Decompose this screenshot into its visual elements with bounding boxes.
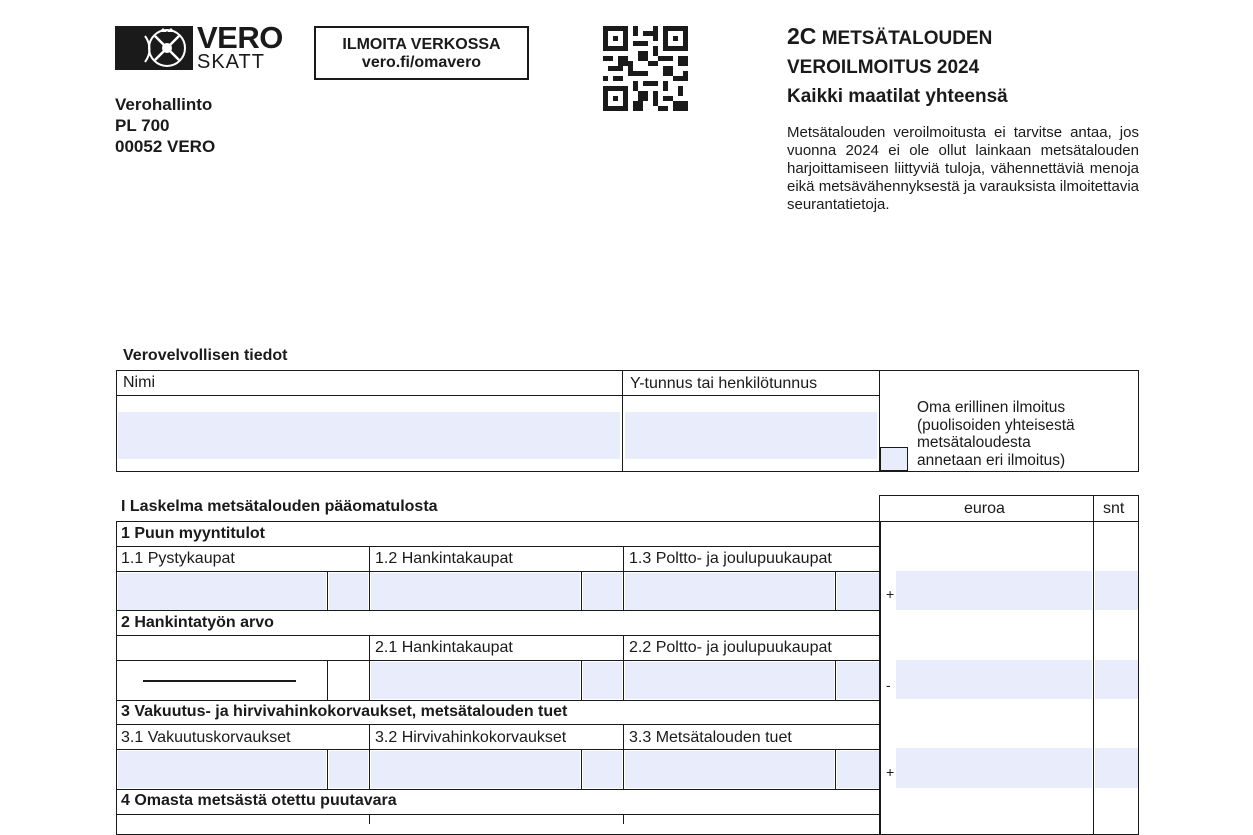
section1-col3-label: 1.3 Poltto- ja joulupuukaupat <box>629 550 832 567</box>
section1-title: 1 Puun myyntitulot <box>121 525 265 542</box>
section1-total-cent[interactable] <box>1095 571 1138 610</box>
tax-office-address <box>115 94 215 157</box>
pystykaupat-euro-input[interactable] <box>118 573 326 610</box>
form-title <box>787 22 1008 111</box>
hirvivahinko-cent-input[interactable] <box>583 751 622 788</box>
file-online-title: ILMOITA VERKOSSA <box>342 36 501 53</box>
vakuutus-cent-input[interactable] <box>329 751 368 788</box>
plus-sign: + <box>886 764 895 780</box>
separate-return-checkbox[interactable] <box>880 447 908 471</box>
name-label: Nimi <box>123 374 155 391</box>
address-line: 00052 VERO <box>115 137 216 156</box>
section3-total-euro[interactable] <box>896 748 1092 788</box>
vakuutus-euro-input[interactable] <box>118 751 326 788</box>
logo-skatt-text: SKATT <box>197 51 265 73</box>
form-title-line1: METSÄTALOUDEN <box>821 28 993 49</box>
hankintakaupat-euro-input[interactable] <box>371 573 580 610</box>
separate-return-line: metsätaloudesta <box>917 434 1031 451</box>
form-intro-text: Metsätalouden veroilmoitusta ei tarvitse antaa, jos vuonna 2024 ei ole ollut lainkaan metsätalouden harjoittamiseen liittyviä tuloja, vähennettäviä menoja eikä metsävähennyksestä ja varauksista ilmoitettavia seurantatietoja. <box>787 124 1139 213</box>
separate-return-line: annetaan eri ilmoitus) <box>917 451 1066 469</box>
separate-return-line: Oma erillinen ilmoitus <box>917 399 1066 416</box>
minus-sign: - <box>886 677 891 693</box>
name-input[interactable] <box>118 412 620 459</box>
section2-col3-label: 2.2 Poltto- ja joulupuukaupat <box>629 639 832 656</box>
qr-code-icon <box>603 26 688 111</box>
section2-col2-label: 2.1 Hankintakaupat <box>375 639 513 656</box>
vero-logo <box>115 20 283 73</box>
section3-total-cent[interactable] <box>1095 748 1138 788</box>
address-line: PL 700 <box>115 116 170 135</box>
id-label: Y-tunnus tai henkilötunnus <box>630 375 818 392</box>
section2-total-euro[interactable] <box>896 660 1092 699</box>
not-applicable-line <box>143 680 296 682</box>
hankintatyo-poltto-cent-input[interactable] <box>837 662 879 699</box>
section3-col2-label: 3.2 Hirvivahinkokorvaukset <box>375 729 567 746</box>
section3-col1-label: 3.1 Vakuutuskorvaukset <box>121 729 291 746</box>
polttopuu-cent-input[interactable] <box>837 573 879 610</box>
section2-title: 2 Hankintatyön arvo <box>121 614 274 631</box>
polttopuu-euro-input[interactable] <box>625 573 834 610</box>
euro-column-header: euroa <box>964 500 1005 517</box>
hirvivahinko-euro-input[interactable] <box>371 751 580 788</box>
hankintakaupat-cent-input[interactable] <box>583 573 622 610</box>
hankintatyo-poltto-euro-input[interactable] <box>625 662 834 699</box>
form-subtitle: Kaikki maatilat yhteensä <box>787 86 1008 107</box>
separate-return-line: (puolisoiden yhteisestä <box>917 416 1075 434</box>
section4-title: 4 Omasta metsästä otettu puutavara <box>121 792 397 809</box>
taxpayer-heading: Verovelvollisen tiedot <box>123 347 288 364</box>
hankintatyo-hankinta-euro-input[interactable] <box>371 662 580 699</box>
section2-total-cent[interactable] <box>1095 660 1138 699</box>
address-line: Verohallinto <box>115 95 213 114</box>
metsatalous-tuet-cent-input[interactable] <box>837 751 879 788</box>
crest-icon <box>115 26 193 70</box>
form-code: 2C <box>787 23 817 49</box>
separate-return-label <box>917 399 1075 469</box>
metsatalous-tuet-euro-input[interactable] <box>625 751 834 788</box>
form-title-line2: VEROILMOITUS 2024 <box>787 57 980 78</box>
omavero-link[interactable]: vero.fi/omavero <box>361 54 482 71</box>
section3-col3-label: 3.3 Metsätalouden tuet <box>629 729 792 746</box>
plus-sign: + <box>886 586 895 602</box>
cent-column-header: snt <box>1103 500 1125 517</box>
section3-title: 3 Vakuutus- ja hirvivahinkokorvaukset, metsätalouden tuet <box>121 703 568 720</box>
section1-col2-label: 1.2 Hankintakaupat <box>375 550 513 567</box>
logo-vero-text: VERO <box>197 20 283 55</box>
calc-heading: I Laskelma metsätalouden pääomatulosta <box>121 498 438 515</box>
pystykaupat-cent-input[interactable] <box>329 573 368 610</box>
hankintatyo-hankinta-cent-input[interactable] <box>583 662 622 699</box>
file-online-box <box>314 26 529 80</box>
section1-total-euro[interactable] <box>896 571 1092 610</box>
id-input[interactable] <box>625 412 877 459</box>
section1-col1-label: 1.1 Pystykaupat <box>121 550 235 567</box>
